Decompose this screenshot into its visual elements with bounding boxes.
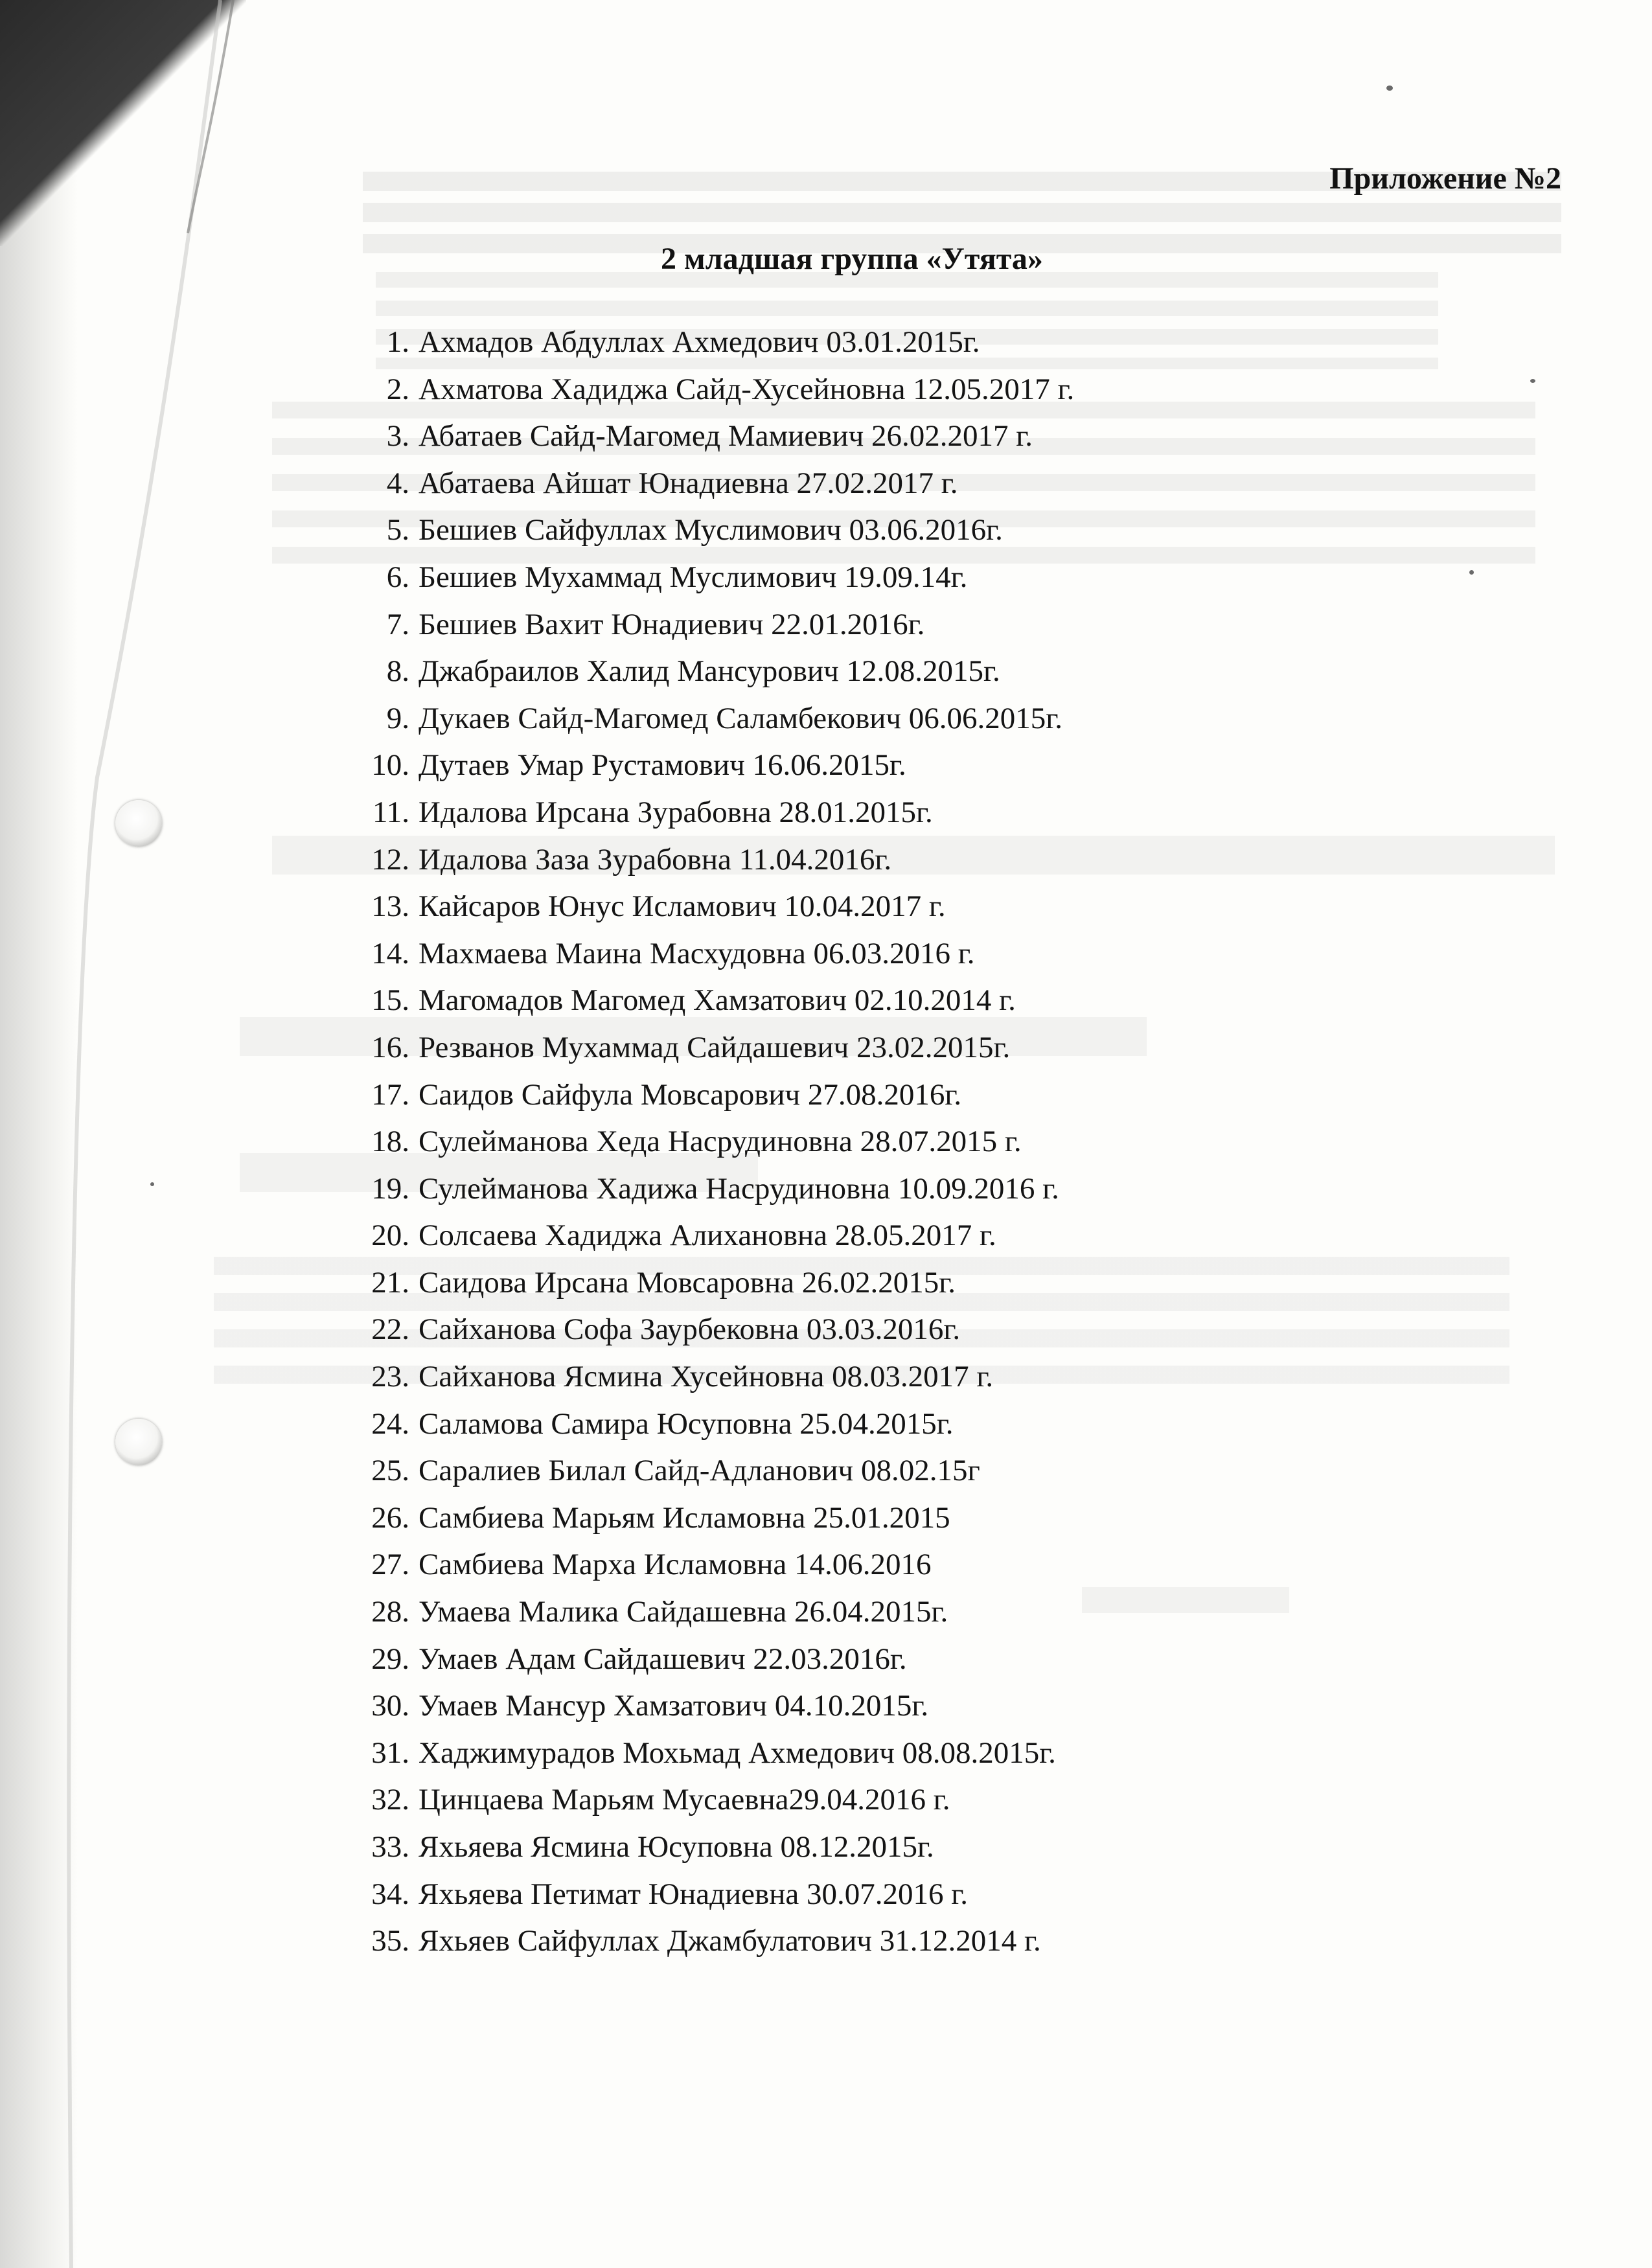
child-name-and-birthdate: Солсаева Хадиджа Алихановна 28.05.2017 г.: [419, 1219, 996, 1253]
list-item-number: 21.: [371, 1265, 409, 1300]
list-item: [363, 789, 1074, 836]
list-item: [363, 1636, 1074, 1683]
list-item-number: 31.: [371, 1735, 409, 1770]
list-item: [363, 695, 1074, 742]
list-item-number: 7.: [386, 607, 409, 641]
list-item-number: 4.: [386, 466, 409, 500]
child-name-and-birthdate: Идалова Заза Зурабовна 11.04.2016г.: [419, 842, 892, 876]
list-item-number: 27.: [371, 1548, 409, 1582]
list-item-number: 5.: [386, 513, 409, 547]
list-item-number: 25.: [371, 1454, 409, 1488]
list-item-number: 6.: [386, 560, 409, 594]
child-name-and-birthdate: Ахмадов Абдуллах Ахмедович 03.01.2015г.: [419, 325, 980, 359]
list-item: [363, 460, 1074, 507]
list-item-number: 11.: [372, 795, 409, 829]
child-name-and-birthdate: Умаев Мансур Хамзатович 04.10.2015г.: [419, 1689, 929, 1723]
child-name-and-birthdate: Идалова Ирсана Зурабовна 28.01.2015г.: [419, 795, 933, 829]
list-item-number: 17.: [371, 1077, 409, 1112]
child-name-and-birthdate: Резванов Мухаммад Сайдашевич 23.02.2015г.: [419, 1030, 1011, 1064]
list-item: [363, 1588, 1074, 1636]
list-item: [363, 507, 1074, 554]
list-item-number: 32.: [371, 1783, 409, 1817]
scan-speck: [1386, 86, 1393, 91]
list-item: [363, 1541, 1074, 1588]
list-item-number: 18.: [371, 1125, 409, 1159]
scan-speck: [150, 1182, 154, 1186]
child-name-and-birthdate: Умаев Адам Сайдашевич 22.03.2016г.: [419, 1642, 907, 1676]
child-name-and-birthdate: Абатаев Сайд-Магомед Мамиевич 26.02.2017 г.: [419, 419, 1033, 453]
child-name-and-birthdate: Абатаева Айшат Юнадиевна 27.02.2017 г.: [419, 466, 958, 500]
child-name-and-birthdate: Махмаева Маина Масхудовна 06.03.2016 г.: [419, 936, 975, 970]
child-name-and-birthdate: Яхьяева Ясмина Юсуповна 08.12.2015г.: [419, 1830, 934, 1864]
list-item-number: 9.: [386, 701, 409, 735]
child-name-and-birthdate: Джабраилов Халид Мансурович 12.08.2015г.: [419, 654, 1000, 689]
child-name-and-birthdate: Бешиев Мухаммад Муслимович 19.09.14г.: [419, 560, 968, 594]
list-item-number: 22.: [371, 1312, 409, 1347]
list-item-number: 16.: [371, 1030, 409, 1064]
list-item-number: 23.: [371, 1360, 409, 1394]
list-item-number: 8.: [386, 654, 409, 689]
list-item: [363, 1306, 1074, 1353]
list-item: [363, 930, 1074, 978]
list-item: [363, 1918, 1074, 1965]
list-item: [363, 742, 1074, 789]
list-item: [363, 1824, 1074, 1871]
appendix-label: Приложение №2: [1329, 161, 1561, 196]
list-item-number: 34.: [371, 1877, 409, 1911]
list-item: [363, 1401, 1074, 1448]
child-name-and-birthdate: Магомадов Магомед Хамзатович 02.10.2014 г.: [419, 983, 1016, 1018]
list-item: [363, 554, 1074, 601]
list-item: [363, 1024, 1074, 1071]
list-item: [363, 1682, 1074, 1730]
list-item-number: 33.: [371, 1830, 409, 1864]
list-item: [363, 1259, 1074, 1307]
child-name-and-birthdate: Дукаев Сайд-Магомед Саламбекович 06.06.2015г.: [419, 701, 1063, 735]
list-item: [363, 1353, 1074, 1401]
list-item: [363, 413, 1074, 460]
scan-speck: [1530, 379, 1535, 383]
punch-hole-bottom: [115, 1419, 162, 1465]
list-item-number: 29.: [371, 1642, 409, 1676]
scan-left-edge-shadow: [0, 0, 78, 2268]
child-name-and-birthdate: Самбиева Марьям Исламовна 25.01.2015: [419, 1500, 950, 1535]
child-name-and-birthdate: Бешиев Сайфуллах Муслимович 03.06.2016г.: [419, 513, 1003, 547]
child-name-and-birthdate: Саламова Самира Юсуповна 25.04.2015г.: [419, 1406, 954, 1441]
child-name-and-birthdate: Саидов Сайфула Мовсарович 27.08.2016г.: [419, 1077, 962, 1112]
list-item: [363, 1165, 1074, 1213]
child-name-and-birthdate: Кайсаров Юнус Исламович 10.04.2017 г.: [419, 889, 946, 924]
list-item: [363, 883, 1074, 930]
reverse-side-show-through: [1082, 1587, 1289, 1613]
child-name-and-birthdate: Сулейманова Хадижа Насрудиновна 10.09.2016 г.: [419, 1171, 1059, 1206]
list-item-number: 24.: [371, 1406, 409, 1441]
list-item-number: 12.: [371, 842, 409, 876]
list-item: [363, 1730, 1074, 1777]
list-item-number: 28.: [371, 1595, 409, 1629]
child-name-and-birthdate: Яхьяева Петимат Юнадиевна 30.07.2016 г.: [419, 1877, 968, 1911]
child-name-and-birthdate: Бешиев Вахит Юнадиевич 22.01.2016г.: [419, 607, 925, 641]
list-item-number: 2.: [386, 372, 409, 406]
list-item: [363, 601, 1074, 648]
scan-corner-shadow: [0, 0, 246, 246]
list-item: [363, 1871, 1074, 1918]
child-name-and-birthdate: Сайханова Ясмина Хусейновна 08.03.2017 г.: [419, 1360, 994, 1394]
child-name-and-birthdate: Саралиев Билал Сайд-Адланович 08.02.15г: [419, 1454, 980, 1488]
list-item: [363, 1447, 1074, 1495]
list-item: [363, 1071, 1074, 1119]
list-item: [363, 1118, 1074, 1165]
list-item: [363, 836, 1074, 884]
child-name-and-birthdate: Саидова Ирсана Мовсаровна 26.02.2015г.: [419, 1265, 956, 1300]
list-item-number: 26.: [371, 1500, 409, 1535]
list-item: [363, 366, 1074, 413]
list-item-number: 13.: [371, 889, 409, 924]
list-item-number: 35.: [371, 1924, 409, 1958]
child-name-and-birthdate: Самбиева Марха Исламовна 14.06.2016: [419, 1548, 932, 1582]
list-item-number: 14.: [371, 936, 409, 970]
list-item: [363, 1495, 1074, 1542]
children-list: [363, 319, 1074, 1965]
list-item-number: 10.: [371, 748, 409, 783]
list-item-number: 19.: [371, 1171, 409, 1206]
list-item-number: 1.: [386, 325, 409, 359]
list-item: [363, 977, 1074, 1024]
list-item-number: 3.: [386, 419, 409, 453]
child-name-and-birthdate: Сайханова Софа Заурбековна 03.03.2016г.: [419, 1312, 961, 1347]
list-item: [363, 319, 1074, 366]
list-item: [363, 1212, 1074, 1259]
group-title: 2 младшая группа «Утята»: [661, 242, 1043, 276]
child-name-and-birthdate: Умаева Малика Сайдашевна 26.04.2015г.: [419, 1595, 948, 1629]
child-name-and-birthdate: Ахматова Хадиджа Сайд-Хусейновна 12.05.2017 г.: [419, 372, 1075, 406]
child-name-and-birthdate: Сулейманова Хеда Насрудиновна 28.07.2015 г.: [419, 1125, 1022, 1159]
child-name-and-birthdate: Хаджимурадов Мохьмад Ахмедович 08.08.2015г.: [419, 1735, 1056, 1770]
child-name-and-birthdate: Дутаев Умар Рустамович 16.06.2015г.: [419, 748, 906, 783]
list-item-number: 20.: [371, 1219, 409, 1253]
child-name-and-birthdate: Яхьяев Сайфуллах Джамбулатович 31.12.2014 г.: [419, 1924, 1041, 1958]
list-item: [363, 1776, 1074, 1824]
list-item-number: 15.: [371, 983, 409, 1018]
child-name-and-birthdate: Цинцаева Марьям Мусаевна29.04.2016 г.: [419, 1783, 950, 1817]
list-item-number: 30.: [371, 1689, 409, 1723]
list-item: [363, 648, 1074, 695]
punch-hole-top: [115, 800, 162, 847]
